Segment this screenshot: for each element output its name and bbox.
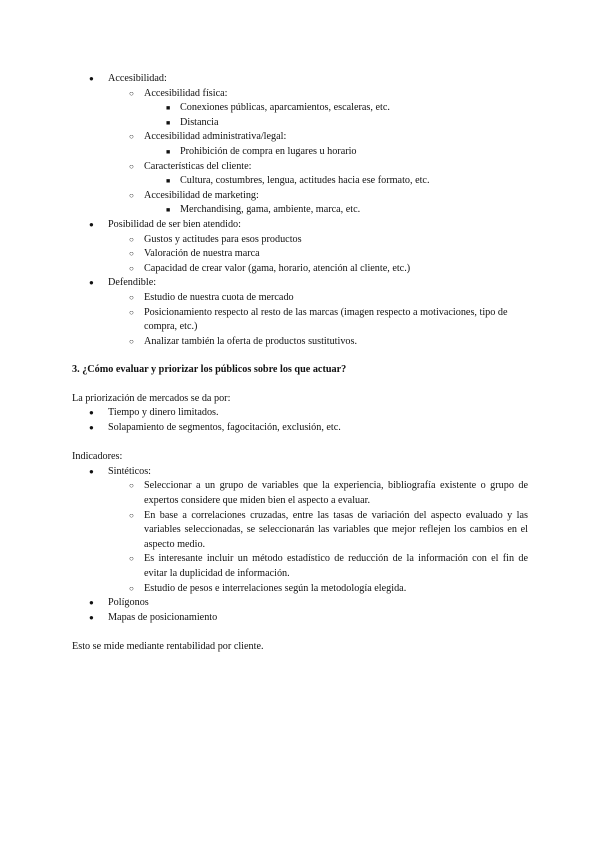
list-item: ○ Gustos y actitudes para esos productos [108, 233, 528, 248]
list-item: ■ Merchandising, gama, ambiente, marca, etc. [144, 203, 528, 218]
list-item: ■ Cultura, costumbres, lengua, actitudes hacia ese formato, etc. [144, 174, 528, 189]
item-label: Sintéticos: [108, 465, 152, 477]
list-item [108, 189, 528, 218]
list-item [72, 276, 528, 349]
list-item: ○ Seleccionar a un grupo de variables que la experiencia, bibliografía existente o grupo de expertos considere que miden bien el aspecto a evaluar. [108, 479, 528, 508]
paragraph: Esto se mide mediante rentabilidad por cliente. [72, 640, 264, 652]
list-item: ○ Estudio de nuestra cuota de mercado [108, 291, 528, 306]
item-label: Defendible: [108, 277, 157, 289]
list-item: ○ Analizar también la oferta de productos sustitutivos. [108, 335, 528, 350]
list-item: ● Solapamiento de segmentos, fagocitación, exclusión, etc. [72, 421, 528, 436]
list-item: ● Mapas de posicionamiento [72, 611, 528, 626]
list-item [108, 87, 528, 131]
item-label: Características del cliente: [144, 160, 252, 172]
list-item [72, 72, 528, 218]
list-item: ■ Conexiones públicas, aparcamientos, escaleras, etc. [144, 101, 528, 116]
list-item [72, 465, 528, 596]
item-label: Posibilidad de ser bien atendido: [108, 218, 241, 230]
list-item: ○ Capacidad de crear valor (gama, horario, atención al cliente, etc.) [108, 262, 528, 277]
list-item: ■ Distancia [144, 116, 528, 131]
criteria-list [72, 72, 528, 349]
list-item: ○ Es interesante incluir un método estadístico de reducción de la información con el fin de evitar la duplicidad de información. [108, 552, 528, 581]
list-item: ■ Prohibición de compra en lugares u horario [144, 145, 528, 160]
list-item: ● Polígonos [72, 596, 528, 611]
item-label: Accesibilidad administrativa/legal: [144, 131, 287, 143]
list-item: ○ Posicionamiento respecto al resto de las marcas (imagen respecto a motivaciones, tipo de compra, etc.) [108, 306, 528, 335]
list-item: ○ Estudio de pesos e interrelaciones según la metodología elegida. [108, 582, 528, 597]
list-item [72, 218, 528, 276]
list-item: ○ En base a correlaciones cruzadas, entre las tasas de variación del aspecto evaluado y las variables seleccionadas, se seleccionarán las variables que mejor reflejen los cambios en el aspecto medio. [108, 509, 528, 553]
paragraph: La priorización de mercados se da por: [72, 392, 231, 404]
paragraph: Indicadores: [72, 451, 123, 463]
item-label: Accesibilidad de marketing: [144, 189, 259, 201]
indicators-list [72, 465, 528, 626]
priority-list [72, 406, 528, 435]
section-heading: 3. ¿Cómo evaluar y priorizar los públicos sobre los que actuar? [72, 364, 347, 376]
list-item: ○ Valoración de nuestra marca [108, 247, 528, 262]
item-label: Accesibilidad física: [144, 87, 228, 99]
list-item [108, 160, 528, 189]
list-item [108, 130, 528, 159]
item-label: Accesibilidad: [108, 73, 167, 84]
list-item: ● Tiempo y dinero limitados. [72, 406, 528, 421]
